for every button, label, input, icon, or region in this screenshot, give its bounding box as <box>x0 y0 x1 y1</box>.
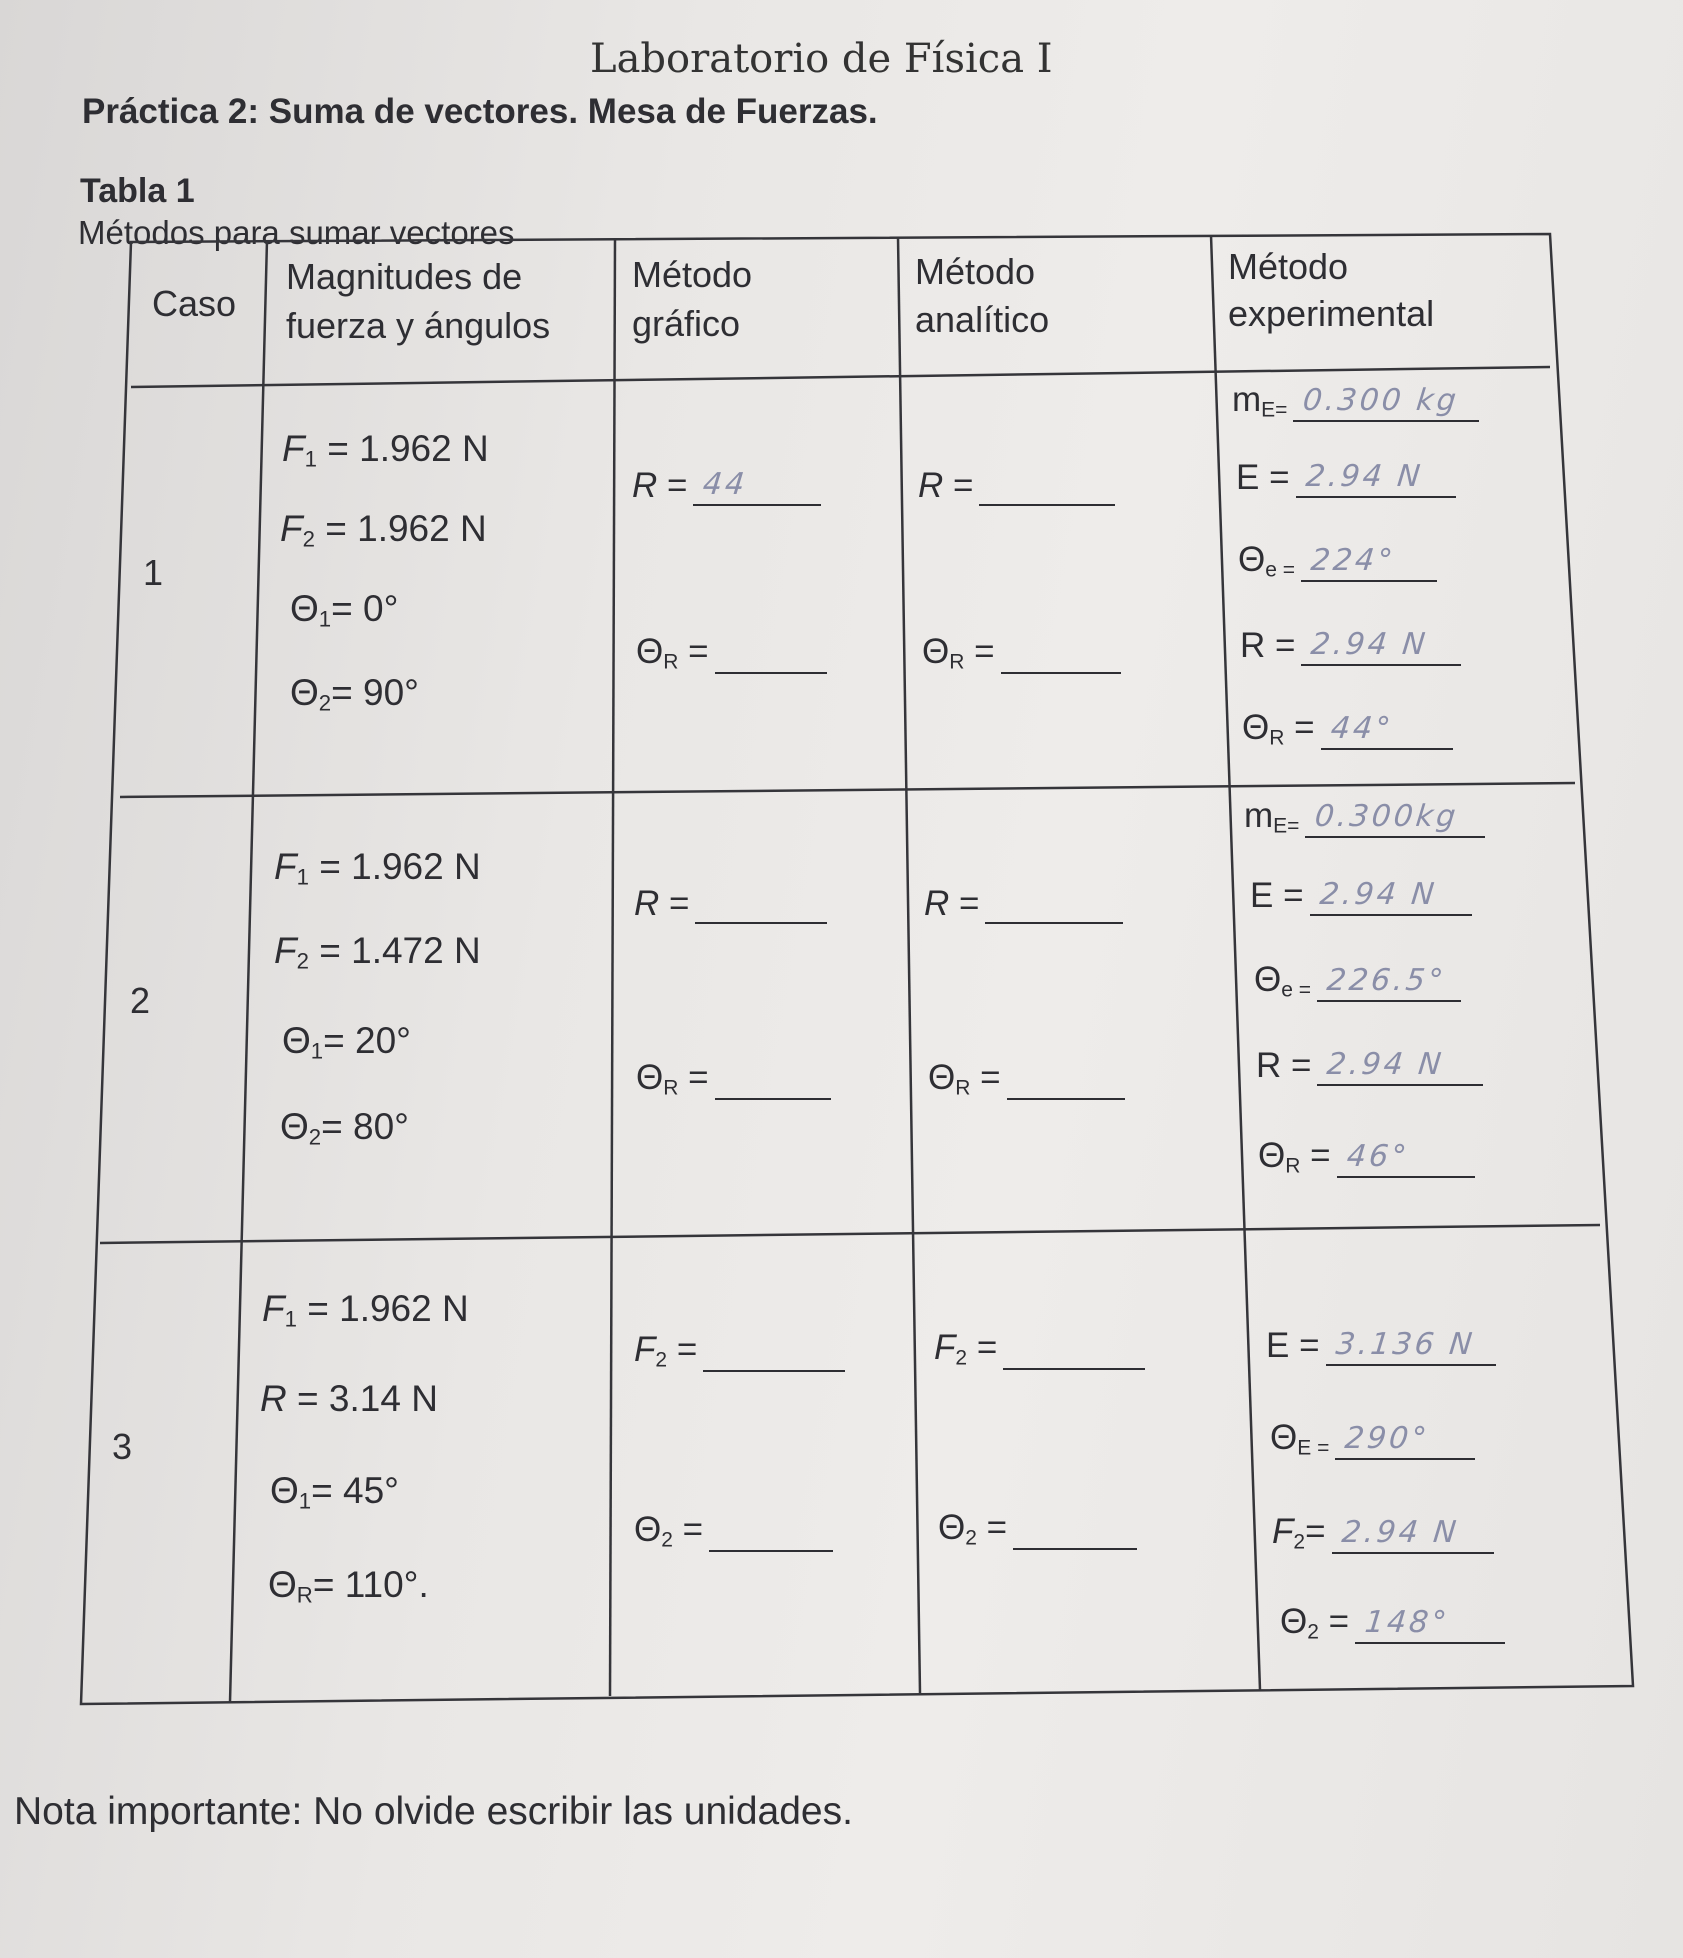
given-f2: $F_2 = 1.472$ N <box>274 930 481 974</box>
col-divider-2 <box>610 239 615 1696</box>
experimental-theta-r-field[interactable]: $\Theta_R$ = 44° <box>1242 708 1453 750</box>
experimental-me-field[interactable]: $m_{E=}$ 0.300 kg <box>1232 380 1479 422</box>
header-analitico-line2: analítico <box>915 299 1050 340</box>
grafico-f2-field[interactable]: $F_2$ = <box>634 1330 845 1372</box>
header-magnitudes-line1: Magnitudes de <box>286 256 523 297</box>
given-theta2: $\Theta_2= 90^\circ$ <box>290 672 419 716</box>
handwritten-value: 44 <box>701 467 750 502</box>
experimental-e-field[interactable]: E = 2.94 N <box>1250 876 1472 916</box>
experimental-theta2-field[interactable]: $\Theta_2$ = 148° <box>1280 1602 1505 1644</box>
grafico-r-field[interactable]: R = <box>634 884 827 924</box>
given-theta2: $\Theta_2= 80^\circ$ <box>280 1106 409 1150</box>
experimental-theta-e-field[interactable]: $\Theta_{e =}$ 226.5° <box>1254 960 1461 1002</box>
grafico-theta-r-field[interactable]: $\Theta_R$ = <box>636 1058 831 1100</box>
given-r: R = 3.14 N <box>260 1378 438 1419</box>
given-theta1: $\Theta_1= 0^\circ$ <box>290 588 399 632</box>
col-divider-1 <box>230 240 267 1702</box>
grafico-theta-r-field[interactable]: $\Theta_R$ = <box>636 632 827 674</box>
experimental-r-field[interactable]: R = 2.94 N <box>1240 626 1461 666</box>
given-theta-r: $\Theta_R= 110^\circ$. <box>268 1564 429 1608</box>
header-grafico-line2: gráfico <box>632 303 741 344</box>
analitico-theta-r-field[interactable]: $\Theta_R$ = <box>928 1058 1125 1100</box>
experimental-e-field[interactable]: E = 3.136 N <box>1266 1326 1496 1366</box>
case-number: 2 <box>130 980 151 1021</box>
analitico-f2-field[interactable]: $F_2$ = <box>934 1328 1145 1370</box>
given-f2: $F_2 = 1.962$ N <box>280 508 487 552</box>
experimental-theta-e-field[interactable]: $\Theta_{e =}$ 224° <box>1238 540 1437 582</box>
experimental-e-field[interactable]: E = 2.94 N <box>1236 458 1456 498</box>
header-experimental-line2: experimental <box>1228 293 1435 334</box>
experimental-r-field[interactable]: R = 2.94 N <box>1256 1046 1483 1086</box>
grafico-theta2-field[interactable]: $\Theta_2$ = <box>634 1510 833 1552</box>
given-f1: $F_1 = 1.962$ N <box>262 1288 469 1332</box>
experimental-me-field[interactable]: $m_{E=}$ 0.300kg <box>1244 796 1485 838</box>
analitico-r-field[interactable]: R = <box>918 466 1115 506</box>
header-experimental-line1: Método <box>1228 246 1349 287</box>
row2-divider <box>100 1225 1600 1243</box>
practice-title: Práctica 2: Suma de vectores. Mesa de Fuerzas. <box>82 92 878 131</box>
grafico-r-field[interactable]: R = 44 <box>632 466 821 506</box>
row1-divider <box>120 783 1575 797</box>
analitico-theta2-field[interactable]: $\Theta_2$ = <box>938 1508 1137 1550</box>
col-divider-4 <box>1211 235 1260 1690</box>
experimental-f2-field[interactable]: $F_2=$ 2.94 N <box>1272 1512 1494 1554</box>
given-f1: $F_1 = 1.962$ N <box>274 846 481 890</box>
header-magnitudes-line2: fuerza y ángulos <box>286 305 551 346</box>
header-caso: Caso <box>152 283 237 324</box>
header-analitico-line1: Método <box>915 251 1036 292</box>
case-number: 1 <box>143 552 164 593</box>
analitico-r-field[interactable]: R = <box>924 884 1123 924</box>
important-note: Nota importante: No olvide escribir las unidades. <box>14 1790 853 1833</box>
given-theta1: $\Theta_1= 45^\circ$ <box>270 1470 399 1514</box>
given-theta1: $\Theta_1= 20^\circ$ <box>282 1020 411 1064</box>
experimental-theta-r-field[interactable]: $\Theta_R$ = 46° <box>1258 1136 1475 1178</box>
analitico-theta-r-field[interactable]: $\Theta_R$ = <box>922 632 1121 674</box>
table-label: Tabla 1 <box>80 172 195 210</box>
lab-title: Laboratorio de Física I <box>590 36 1053 82</box>
given-f1: $F_1 = 1.962$ N <box>282 428 489 472</box>
header-grafico-line1: Método <box>632 254 753 295</box>
col-divider-3 <box>898 237 920 1693</box>
table-caption: Métodos para sumar vectores <box>78 214 515 251</box>
case-number: 3 <box>112 1426 133 1467</box>
experimental-theta-e-field[interactable]: $\Theta_{E =}$ 290° <box>1270 1418 1475 1460</box>
